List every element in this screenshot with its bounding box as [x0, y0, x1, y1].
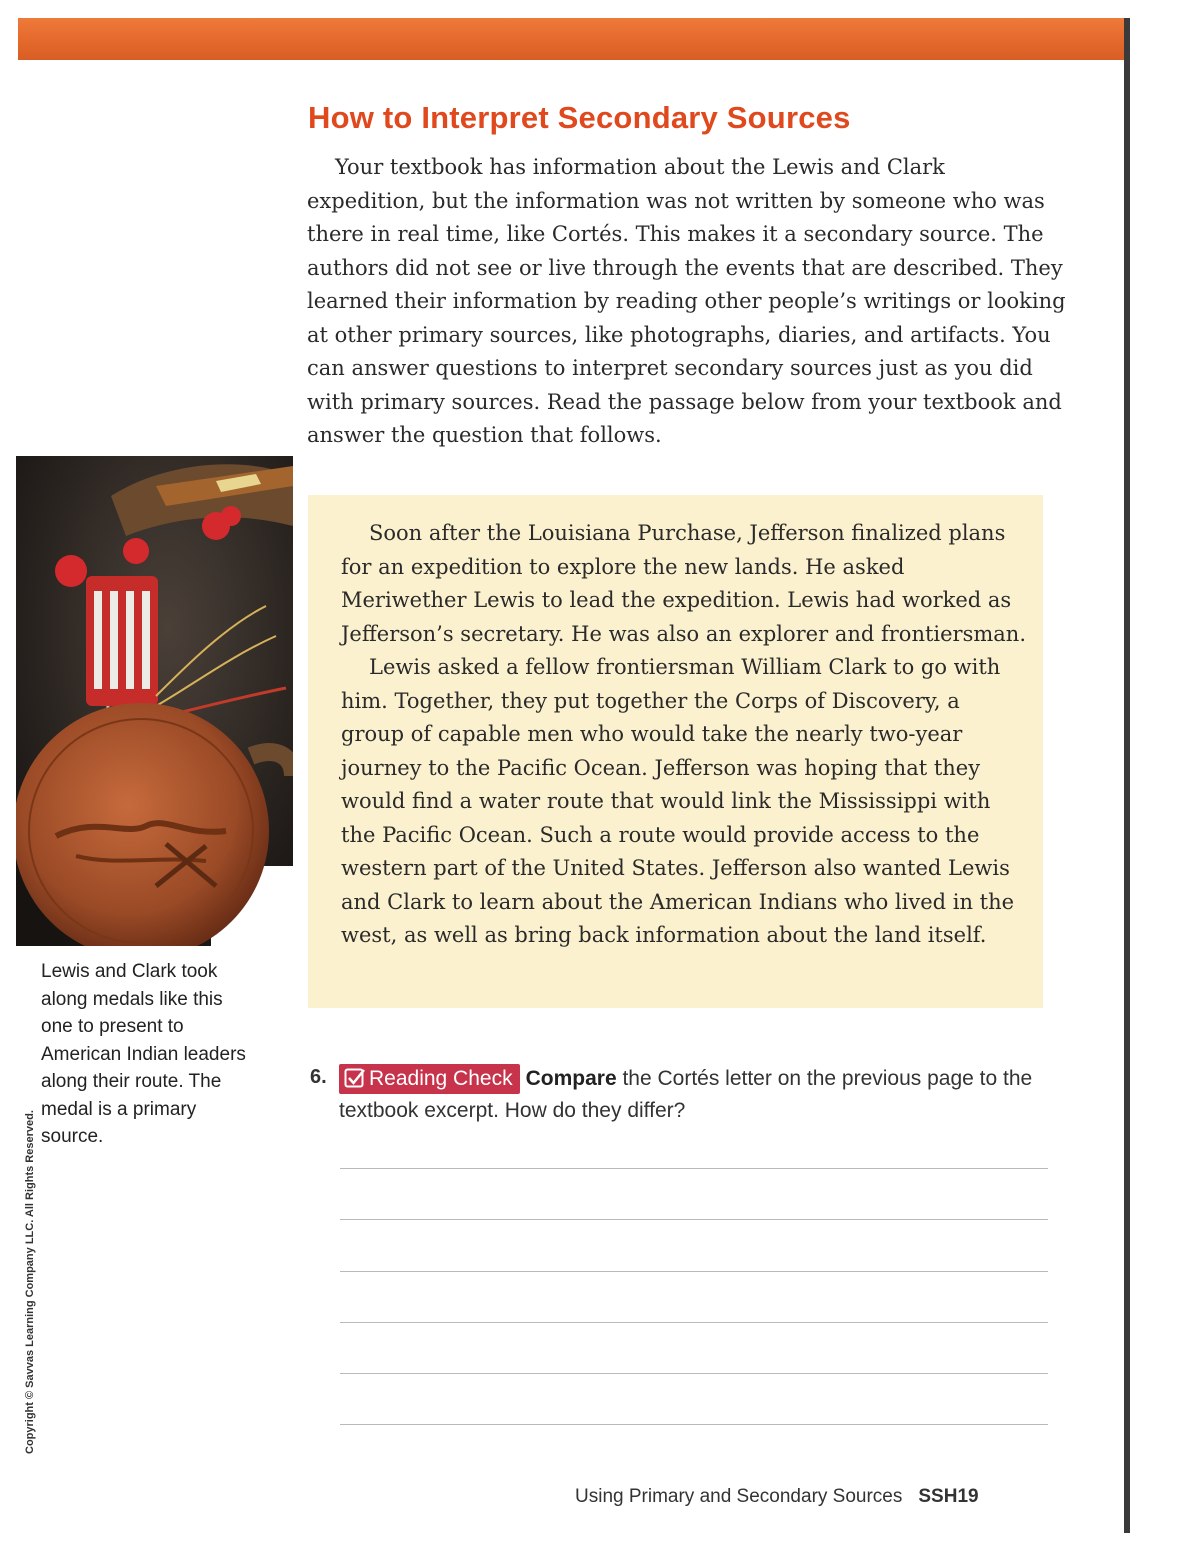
reading-check-label: Reading Check: [369, 1067, 513, 1090]
question-text: [339, 1063, 1039, 1127]
excerpt-paragraph-2: Lewis asked a fellow frontiersman William Clark to go with him. Together, they put together the Corps of Discovery, a group of capable men who would take the nearly two-year journey to the Pacific Ocean. Jefferson was hoping that they would find a water route that would link the Mississippi with the Pacific Ocean. Such a route would provide access to the western part of the United States. Jefferson also wanted Lewis and Clark to learn about the American Indians who lived in the west, as well as bring back information about the land itself.: [341, 655, 1015, 947]
question-keyword: Compare: [525, 1067, 617, 1090]
excerpt-paragraph-1: Soon after the Louisiana Purchase, Jefferson finalized plans for an expedition to explore the new lands. He asked Meriwether Lewis to lead the expedition. Lewis had worked as Jefferson’s secretary. He was also an explorer and frontiersman.: [341, 521, 1027, 646]
answer-line[interactable]: [340, 1322, 1048, 1323]
peace-medal-illustration: [16, 456, 293, 946]
footer-section-title: Using Primary and Secondary Sources: [575, 1486, 903, 1507]
peace-medal-photo: [16, 456, 293, 946]
page-footer: [575, 1486, 979, 1508]
answer-line[interactable]: [340, 1373, 1048, 1374]
reading-check-badge: [339, 1064, 520, 1094]
photo-caption: Lewis and Clark took along medals like this one to present to American Indian leaders along their route. The medal is a primary source.: [41, 961, 246, 1147]
answer-line[interactable]: [340, 1219, 1048, 1220]
top-color-band: [18, 18, 1124, 60]
answer-line[interactable]: [340, 1271, 1048, 1272]
page-edge-rule: [1124, 18, 1130, 1533]
checkbox-check-icon: [344, 1067, 366, 1089]
answer-line[interactable]: [340, 1168, 1048, 1169]
question-number: 6.: [310, 1066, 327, 1088]
page-title: How to Interpret Secondary Sources: [308, 100, 851, 135]
copyright-notice: Copyright © Savvas Learning Company LLC. All Rights Reserved.: [24, 1110, 36, 1454]
intro-paragraph: Your textbook has information about the Lewis and Clark expedition, but the information was not written by someone who was there in real time, like Cortés. This makes it a secondary source. The authors did not see or live through the events that are described. They learned their information by reading other people’s writings or looking at other primary sources, like photographs, diaries, and artifacts. You can answer questions to interpret secondary sources just as you did with primary sources. Read the passage below from your textbook and answer the question that follows.: [307, 155, 1066, 447]
textbook-excerpt: [308, 495, 1043, 1008]
question-prompt: the Cortés letter on the previous page to the textbook excerpt. How do they differ?: [339, 1067, 1033, 1122]
answer-line[interactable]: [340, 1424, 1048, 1425]
page-number: SSH19: [918, 1486, 979, 1507]
